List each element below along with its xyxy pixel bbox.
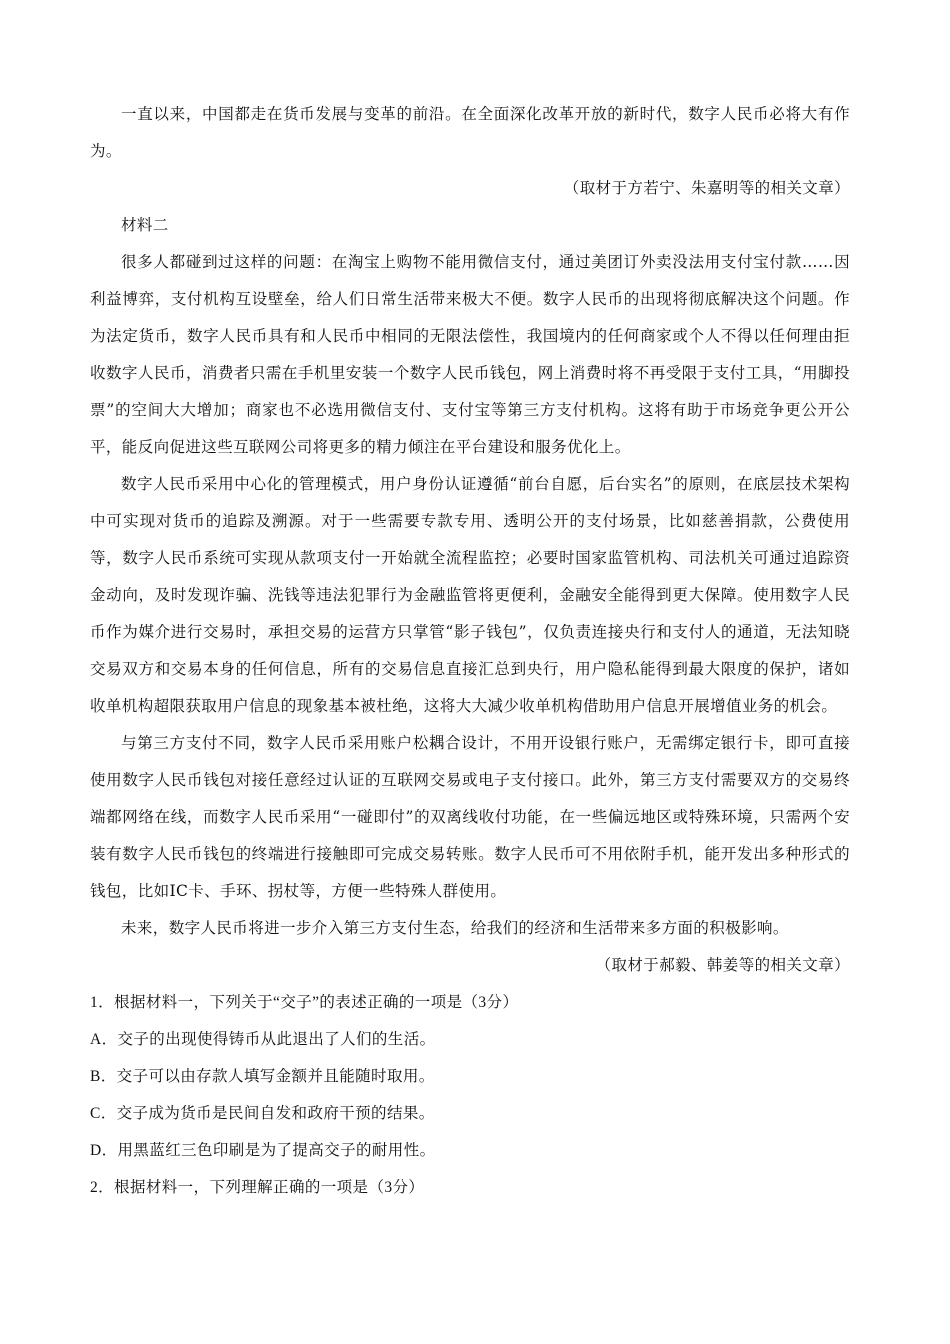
question-list — [90, 984, 850, 1206]
page-content — [90, 96, 850, 1206]
material2-heading: 材料二 — [121, 216, 169, 234]
question-1-stem: 1．根据材料一，下列关于“交子”的表述正确的一项是（3分） — [90, 994, 519, 1011]
question-1-option-a: A．交子的出现使得铸币从此退出了人们的生活。 — [90, 1031, 436, 1048]
question-2-stem: 2．根据材料一，下列理解正确的一项是（3分） — [90, 1179, 425, 1196]
material2-paragraph-3: 与第三方支付不同，数字人民币采用账户松耦合设计，不用开设银行账户，无需绑定银行卡，即可直接使用数字人民币钱包对接任意经过认证的互联网交易或电子支付接口。此外，第三方支付需要双方的交易终端都网络在线，而数字人民币采用“一碰即付”的双离线收付功能，在一些偏远地区或特殊环境，只需两个安装有数字人民币钱包的终端进行接触即可完成交易转账。数字人民币可不用依附手机，能开发出多种形式的钱包，比如IC卡、手环、拐杖等，方便一些特殊人群使用。 — [90, 734, 850, 900]
material1-source-note: （取材于方若宁、朱嘉明等的相关文章） — [563, 179, 850, 197]
question-1-option-b: B．交子可以由存款人填写金额并且能随时取用。 — [90, 1068, 435, 1085]
material2-paragraph-4: 未来，数字人民币将进一步介入第三方支付生态，给我们的经济和生活带来多方面的积极影响。 — [121, 919, 789, 937]
question-1-option-d: D．用黑蓝红三色印刷是为了提高交子的耐用性。 — [90, 1142, 436, 1159]
material2-source-note: （取材于郝毅、韩姜等的相关文章） — [595, 956, 850, 974]
question-1-option-c: C．交子成为货币是民间自发和政府干预的结果。 — [90, 1105, 435, 1122]
material2-paragraph-1: 很多人都碰到过这样的问题：在淘宝上购物不能用微信支付，通过美团订外卖没法用支付宝付款……因利益博弈，支付机构互设壁垒，给人们日常生活带来极大不便。数字人民币的出现将彻底解决这个问题。作为法定货币，数字人民币具有和人民币中相同的无限法偿性，我国境内的任何商家或个人不得以任何理由拒收数字人民币，消费者只需在手机里安装一个数字人民币钱包，网上消费时将不再受限于支付工具，“用脚投票”的空间大大增加；商家也不必选用微信支付、支付宝等第三方支付机构。这将有助于市场竞争更公开公平，能反向促进这些互联网公司将更多的精力倾注在平台建设和服务优化上。 — [90, 253, 850, 456]
material1-closing-paragraph: 一直以来，中国都走在货币发展与变革的前沿。在全面深化改革开放的新时代，数字人民币必将大有作为。 — [90, 105, 850, 160]
material2-paragraph-2: 数字人民币采用中心化的管理模式，用户身份认证遵循“前台自愿，后台实名”的原则，在底层技术架构中可实现对货币的追踪及溯源。对于一些需要专款专用、透明公开的支付场景，比如慈善捐款，公费使用等，数字人民币系统可实现从款项支付一开始就全流程监控；必要时国家监管机构、司法机关可通过追踪资金动向，及时发现诈骗、洗钱等违法犯罪行为金融监管将更便利，金融安全能得到更大保障。使用数字人民币作为媒介进行交易时，承担交易的运营方只掌管“影子钱包”，仅负责连接央行和支付人的通道，无法知晓交易双方和交易本身的任何信息，所有的交易信息直接汇总到央行，用户隐私能得到最大限度的保护，诸如收单机构超限获取用户信息的现象基本被杜绝，这将大大减少收单机构借助用户信息开展增值业务的机会。 — [90, 475, 850, 715]
